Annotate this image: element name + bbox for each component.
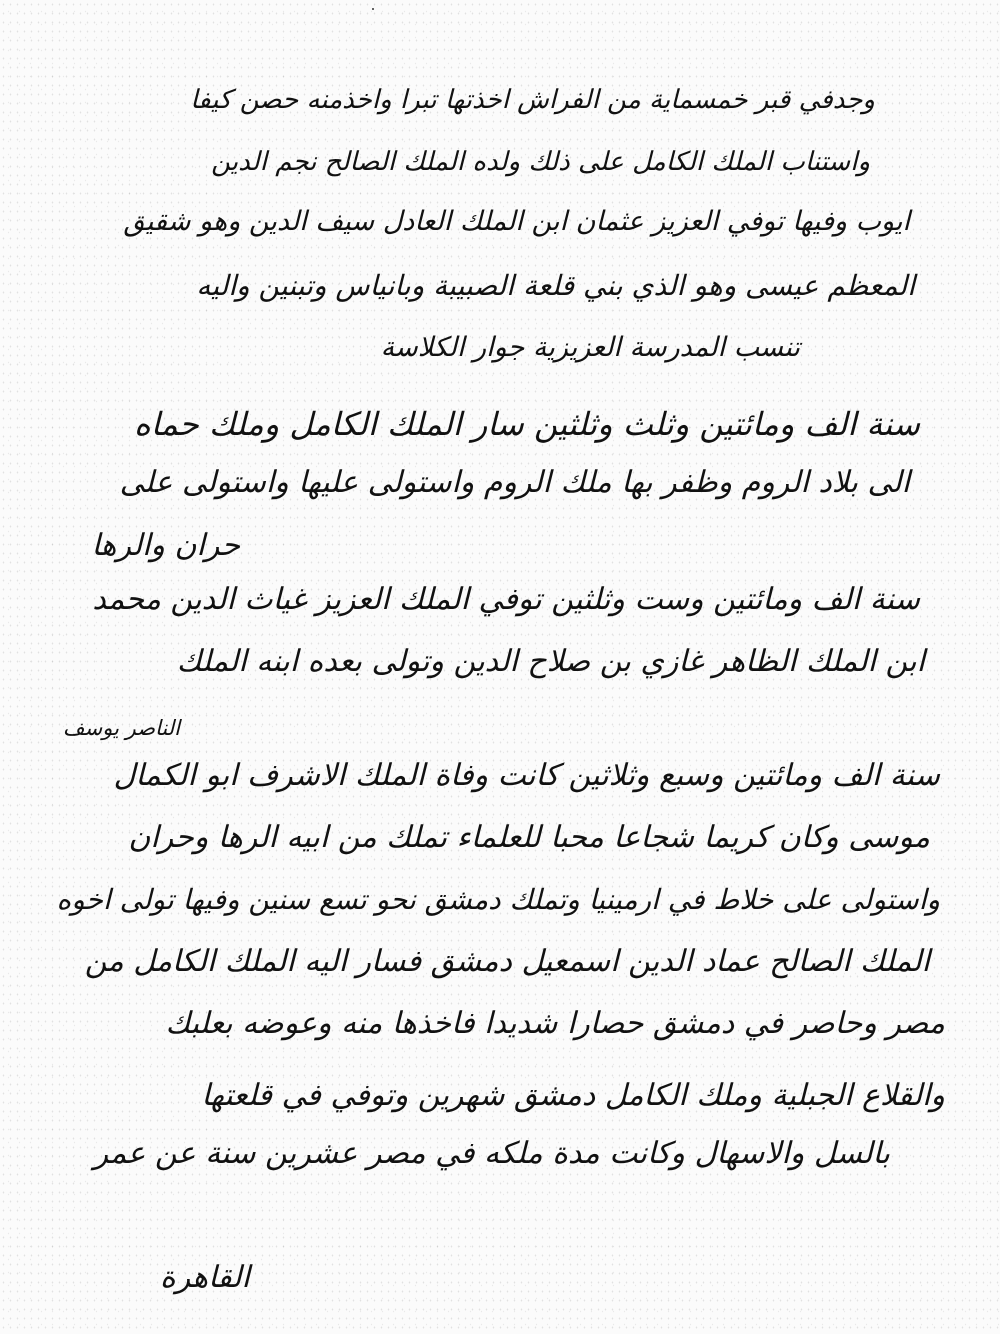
text-line-13: موسى وكان كريما شجاعا محبا للعلماء تملك من ابيه الرها وحران [128, 820, 930, 855]
text-line-8: حران والرها [91, 528, 240, 563]
signature: القاهرة [160, 1260, 250, 1295]
text-line-16: مصر وحاصر في دمشق حصارا شديدا فاخذها منه وعوضه بعلبك [165, 1006, 945, 1041]
text-line-6: سنة الف ومائتين وثلث وثلثين سار الملك الكامل وملك حماه [134, 405, 920, 443]
text-line-15: الملك الصالح عماد الدين اسمعيل دمشق فسار اليه الملك الكامل من [84, 944, 930, 979]
text-line-11: الناصر يوسف [62, 716, 180, 740]
text-line-9: سنة الف ومائتين وست وثلثين توفي الملك العزيز غياث الدين محمد [92, 582, 920, 617]
text-line-3: ايوب وفيها توفي العزيز عثمان ابن الملك العادل سيف الدين وهو شقيق [123, 206, 910, 237]
text-line-5: تنسب المدرسة العزيزية جوار الكلاسة [380, 332, 800, 363]
text-line-12: سنة الف ومائتين وسبع وثلاثين كانت وفاة الملك الاشرف ابو الكمال [113, 758, 940, 793]
text-line-7: الى بلاد الروم وظفر بها ملك الروم واستولى عليها واستولى على [119, 465, 910, 500]
text-line-18: بالسل والاسهال وكانت مدة ملكه في مصر عشرين سنة عن عمر [93, 1136, 890, 1171]
paper-speck [372, 8, 374, 10]
text-line-4: المعظم عيسى وهو الذي بني قلعة الصبيبة وبانياس وتبنين واليه [196, 269, 915, 302]
text-line-17: والقلاع الجبلية وملك الكامل دمشق شهرين وتوفي في قلعتها [201, 1078, 945, 1113]
text-line-1: وجدفي قبر خمسماية من الفراش اخذتها تبرا واخذمنه حصن كيفا [190, 85, 875, 115]
text-line-14: واستولى على خلاط في ارمينيا وتملك دمشق نحو تسع سنين وفيها تولى اخوه [56, 883, 940, 916]
text-line-2: واستناب الملك الكامل على ذلك ولده الملك الصالح نجم الدين [211, 147, 870, 177]
text-line-10: ابن الملك الظاهر غازي بن صلاح الدين وتولى بعده ابنه الملك [176, 644, 925, 679]
